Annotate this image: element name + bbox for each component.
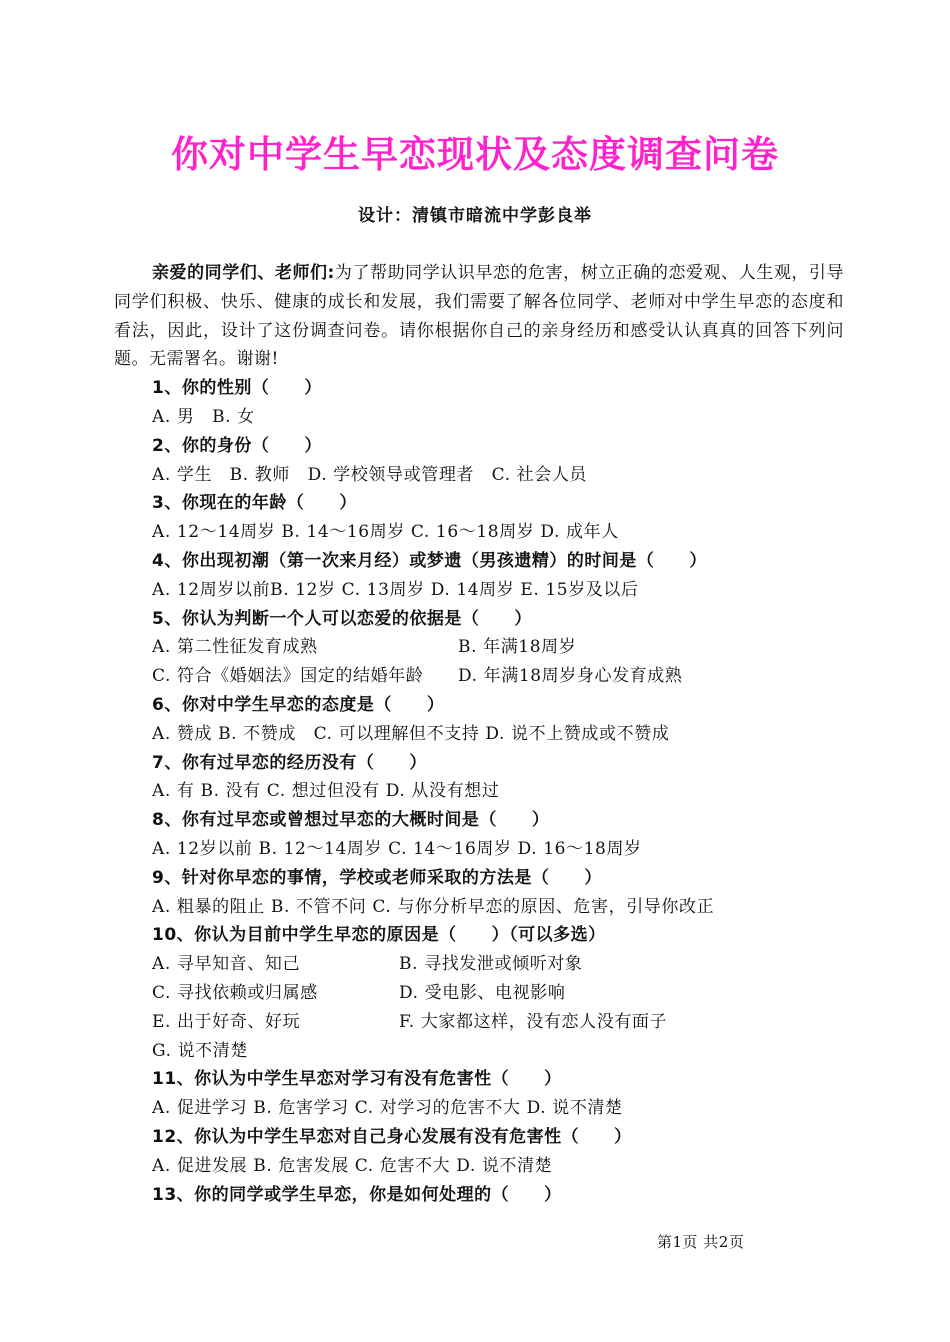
answer-option: C. 符合《婚姻法》国定的结婚年龄 [152,666,424,687]
page-title: 你对中学生早恋现状及态度调查问卷 [171,133,779,176]
answer-options: A. 学生 B. 教师 D. 学校领导或管理者 C. 社会人员 [152,464,588,485]
answer-option: B. 年满18周岁 [458,637,577,658]
answer-options: A. 12周岁以前B. 12岁 C. 13周岁 D. 14周岁 E. 15岁及以后 [152,579,639,600]
answer-options: A. 12～14周岁 B. 14～16周岁 C. 16～18周岁 D. 成年人 [152,522,619,543]
question: 4、你出现初潮（第一次来月经）或梦遗（男孩遗精）的时间是（ ） [152,550,707,571]
answer-options: A. 12岁以前 B. 12～14周岁 C. 14～16周岁 D. 16～18周岁 [152,838,642,859]
answer-options-grid [114,950,844,1065]
answer-option: A. 第二性征发育成熟 [152,637,318,658]
answer-option: E. 出于好奇、好玩 [152,1011,301,1032]
answer-option: C. 寻找依赖或归属感 [152,982,318,1003]
answer-options: A. 促进发展 B. 危害发展 C. 危害不大 D. 说不清楚 [152,1155,553,1176]
question: 6、你对中学生早恋的态度是（ ） [152,694,445,715]
answer-option: D. 受电影、电视影响 [399,982,566,1003]
answer-options: A. 赞成 B. 不赞成 C. 可以理解但不支持 D. 说不上赞成或不赞成 [152,723,670,744]
answer-options: A. 粗暴的阻止 B. 不管不问 C. 与你分析早恋的原因、危害，引导你改正 [152,896,715,917]
intro-text: 为了帮助同学认识早恋的危害，树立正确的恋爱观、人生观，引导同学们积极、快乐、健康的成长和发展，我们需要了解各位同学、老师对中学生早恋的态度和看法，因此，设计了这份调查问卷。请你根据你自己的亲身经历和感受认认真真的回答下列问题。无需署名。谢谢! [114,263,844,370]
question: 1、你的性别（ ） [152,378,322,399]
question: 2、你的身份（ ） [152,435,322,456]
author-line: 设计：清镇市暗流中学彭良举 [358,206,592,226]
questionnaire-body [114,259,844,1209]
page-number: 第1页 共2页 [657,1233,745,1251]
question: 5、你认为判断一个人可以恋爱的依据是（ ） [152,608,532,629]
answer-option: D. 年满18周岁身心发育成熟 [458,666,683,687]
question: 9、针对你早恋的事情，学校或老师采取的方法是（ ） [152,867,602,888]
answer-options: A. 有 B. 没有 C. 想过但没有 D. 从没有想过 [152,781,500,802]
answer-options: A. 男 B. 女 [152,406,255,427]
question: 12、你认为中学生早恋对自己身心发展有没有危害性（ ） [152,1126,632,1147]
question: 3、你现在的年龄（ ） [152,493,357,514]
answer-option: A. 寻早知音、知己 [152,954,301,975]
answer-option: B. 寻找发泄或倾听对象 [399,954,583,975]
question: 11、你认为中学生早恋对学习有没有危害性（ ） [152,1069,562,1090]
question: 8、你有过早恋或曾想过早恋的大概时间是（ ） [152,810,550,831]
answer-option: F. 大家都这样，没有恋人没有面子 [399,1011,668,1032]
question: 10、你认为目前中学生早恋的原因是（ ）（可以多选） [152,925,606,946]
answer-option: G. 说不清楚 [152,1040,248,1061]
salutation: 亲爱的同学们、老师们: [152,263,335,283]
question: 13、你的同学或学生早恋，你是如何处理的（ ） [152,1184,562,1205]
answer-options: A. 促进学习 B. 危害学习 C. 对学习的危害不大 D. 说不清楚 [152,1098,623,1119]
intro-paragraph [114,259,844,374]
answer-options-grid [114,633,844,691]
question: 7、你有过早恋的经历没有（ ） [152,752,427,773]
